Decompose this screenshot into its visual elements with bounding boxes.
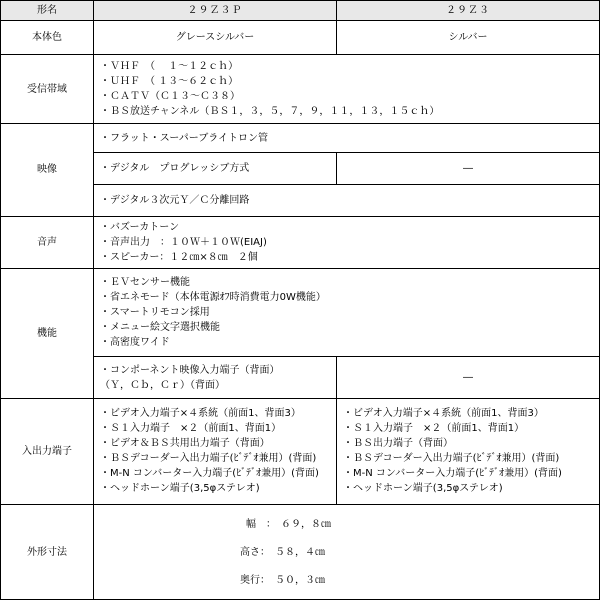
- body-color-row: [1, 20, 600, 55]
- io-b: [337, 398, 600, 505]
- dimensions-row: [1, 505, 600, 600]
- body-color-b: シルバー: [337, 20, 600, 55]
- dimension-depth: 奥行： ５０，３㎝: [240, 574, 325, 586]
- io-a-video: ・ビデオ入力端子×４系統（前面1、背面3）: [100, 408, 301, 420]
- video-yc: ・デジタル３次元Ｙ／Ｃ分離回路: [94, 184, 600, 216]
- body-color-a: グレースシルバー: [94, 20, 337, 55]
- io-b-mn: ・M-N コンバーター入力端子(ﾋﾞﾃﾞｵ兼用）(背面): [343, 468, 562, 480]
- model-label: 形名: [1, 1, 94, 21]
- dimensions-label: 外形寸法: [1, 505, 94, 600]
- functions-eco: ・省エネモード（本体電源ｵﾌ時消費電力0W機能）: [100, 292, 326, 304]
- reception-catv: ・ＣＡＴＶ（Ｃ１３〜Ｃ３８）: [100, 91, 240, 103]
- io-a-bs-decoder: ・ＢＳデコーダー入出力端子(ﾋﾞﾃﾞｵ兼用）(背面): [100, 453, 317, 465]
- model-a: ２９Ｚ３Ｐ: [94, 1, 337, 21]
- dimension-width: 幅 ： ６９，８㎝: [246, 518, 331, 530]
- audio-row: [1, 216, 600, 268]
- video-progressive-a: ・デジタル プログレッシブ方式: [94, 153, 337, 185]
- component-line-1: ・コンポーネント映像入力端子（背面）: [100, 364, 280, 376]
- reception-bs: ・ＢＳ放送チャンネル（ＢＳ１，３，５，７，９，１１，１３，１５ｃｈ）: [100, 106, 440, 118]
- body-color-label: 本体色: [1, 20, 94, 55]
- functions-remote: ・スマートリモコン採用: [100, 307, 210, 319]
- functions-row-1: [1, 269, 600, 357]
- dimension-height: 高さ： ５８，４㎝: [240, 546, 325, 558]
- audio-label: 音声: [1, 216, 94, 268]
- video-progressive-b: ―: [337, 153, 600, 185]
- audio-values: [94, 216, 600, 268]
- video-tube: ・フラット・スーパーブライトロン管: [94, 124, 600, 153]
- model-row: [1, 1, 600, 21]
- reception-row: [1, 55, 600, 124]
- io-b-bs-decoder: ・ＢＳデコーダー入出力端子(ﾋﾞﾃﾞｵ兼用）(背面): [343, 453, 560, 465]
- component-a: [94, 357, 337, 398]
- model-b: ２９Ｚ３: [337, 1, 600, 21]
- functions-values: [94, 269, 600, 357]
- dimensions-values: [94, 505, 600, 600]
- component-line-2: （Ｙ，Ｃｂ，Ｃｒ）（背面）: [100, 379, 225, 391]
- functions-wide: ・高密度ワイド: [100, 337, 170, 349]
- reception-uhf: ・ＵＨＦ （ １３〜６２ｃｈ）: [100, 76, 239, 88]
- component-b: ―: [337, 357, 600, 398]
- reception-vhf: ・ＶＨＦ （ １〜１２ｃｈ）: [100, 61, 239, 73]
- io-b-video: ・ビデオ入力端子×４系統（前面1、背面3）: [343, 408, 544, 420]
- io-row: [1, 398, 600, 505]
- io-b-s1: ・Ｓ１入力端子 ×２（前面1、背面1）: [343, 423, 525, 435]
- audio-output: ・音声出力 ：１０Ｗ＋１０Ｗ(EIAJ): [100, 236, 267, 248]
- io-label: 入出力端子: [1, 398, 94, 505]
- io-a-mn: ・M-N コンバーター入力端子(ﾋﾞﾃﾞｵ兼用）(背面): [100, 468, 319, 480]
- video-row-1: [1, 124, 600, 153]
- io-a-s1: ・Ｓ１入力端子 ×２（前面1、背面1）: [100, 423, 282, 435]
- io-a-bs-out: ・ビデオ＆ＢＳ共用出力端子（背面）: [100, 438, 270, 450]
- io-b-bs-out: ・ＢＳ出力端子（背面）: [343, 438, 453, 450]
- io-a-headphone: ・ヘッドホーン端子(3,5φステレオ): [100, 483, 260, 495]
- functions-ev: ・ＥＶセンサー機能: [100, 277, 190, 289]
- video-label: 映像: [1, 124, 94, 216]
- io-b-headphone: ・ヘッドホーン端子(3,5φステレオ): [343, 483, 503, 495]
- io-a: [94, 398, 337, 505]
- functions-menu: ・メニュー絵文字選択機能: [100, 322, 220, 334]
- audio-bazooka: ・バズーカトーン: [100, 221, 180, 233]
- functions-label: 機能: [1, 269, 94, 398]
- audio-speaker: ・スピーカー：１２㎝×８㎝ ２個: [100, 251, 258, 263]
- reception-values: [94, 55, 600, 124]
- reception-label: 受信帯域: [1, 55, 94, 124]
